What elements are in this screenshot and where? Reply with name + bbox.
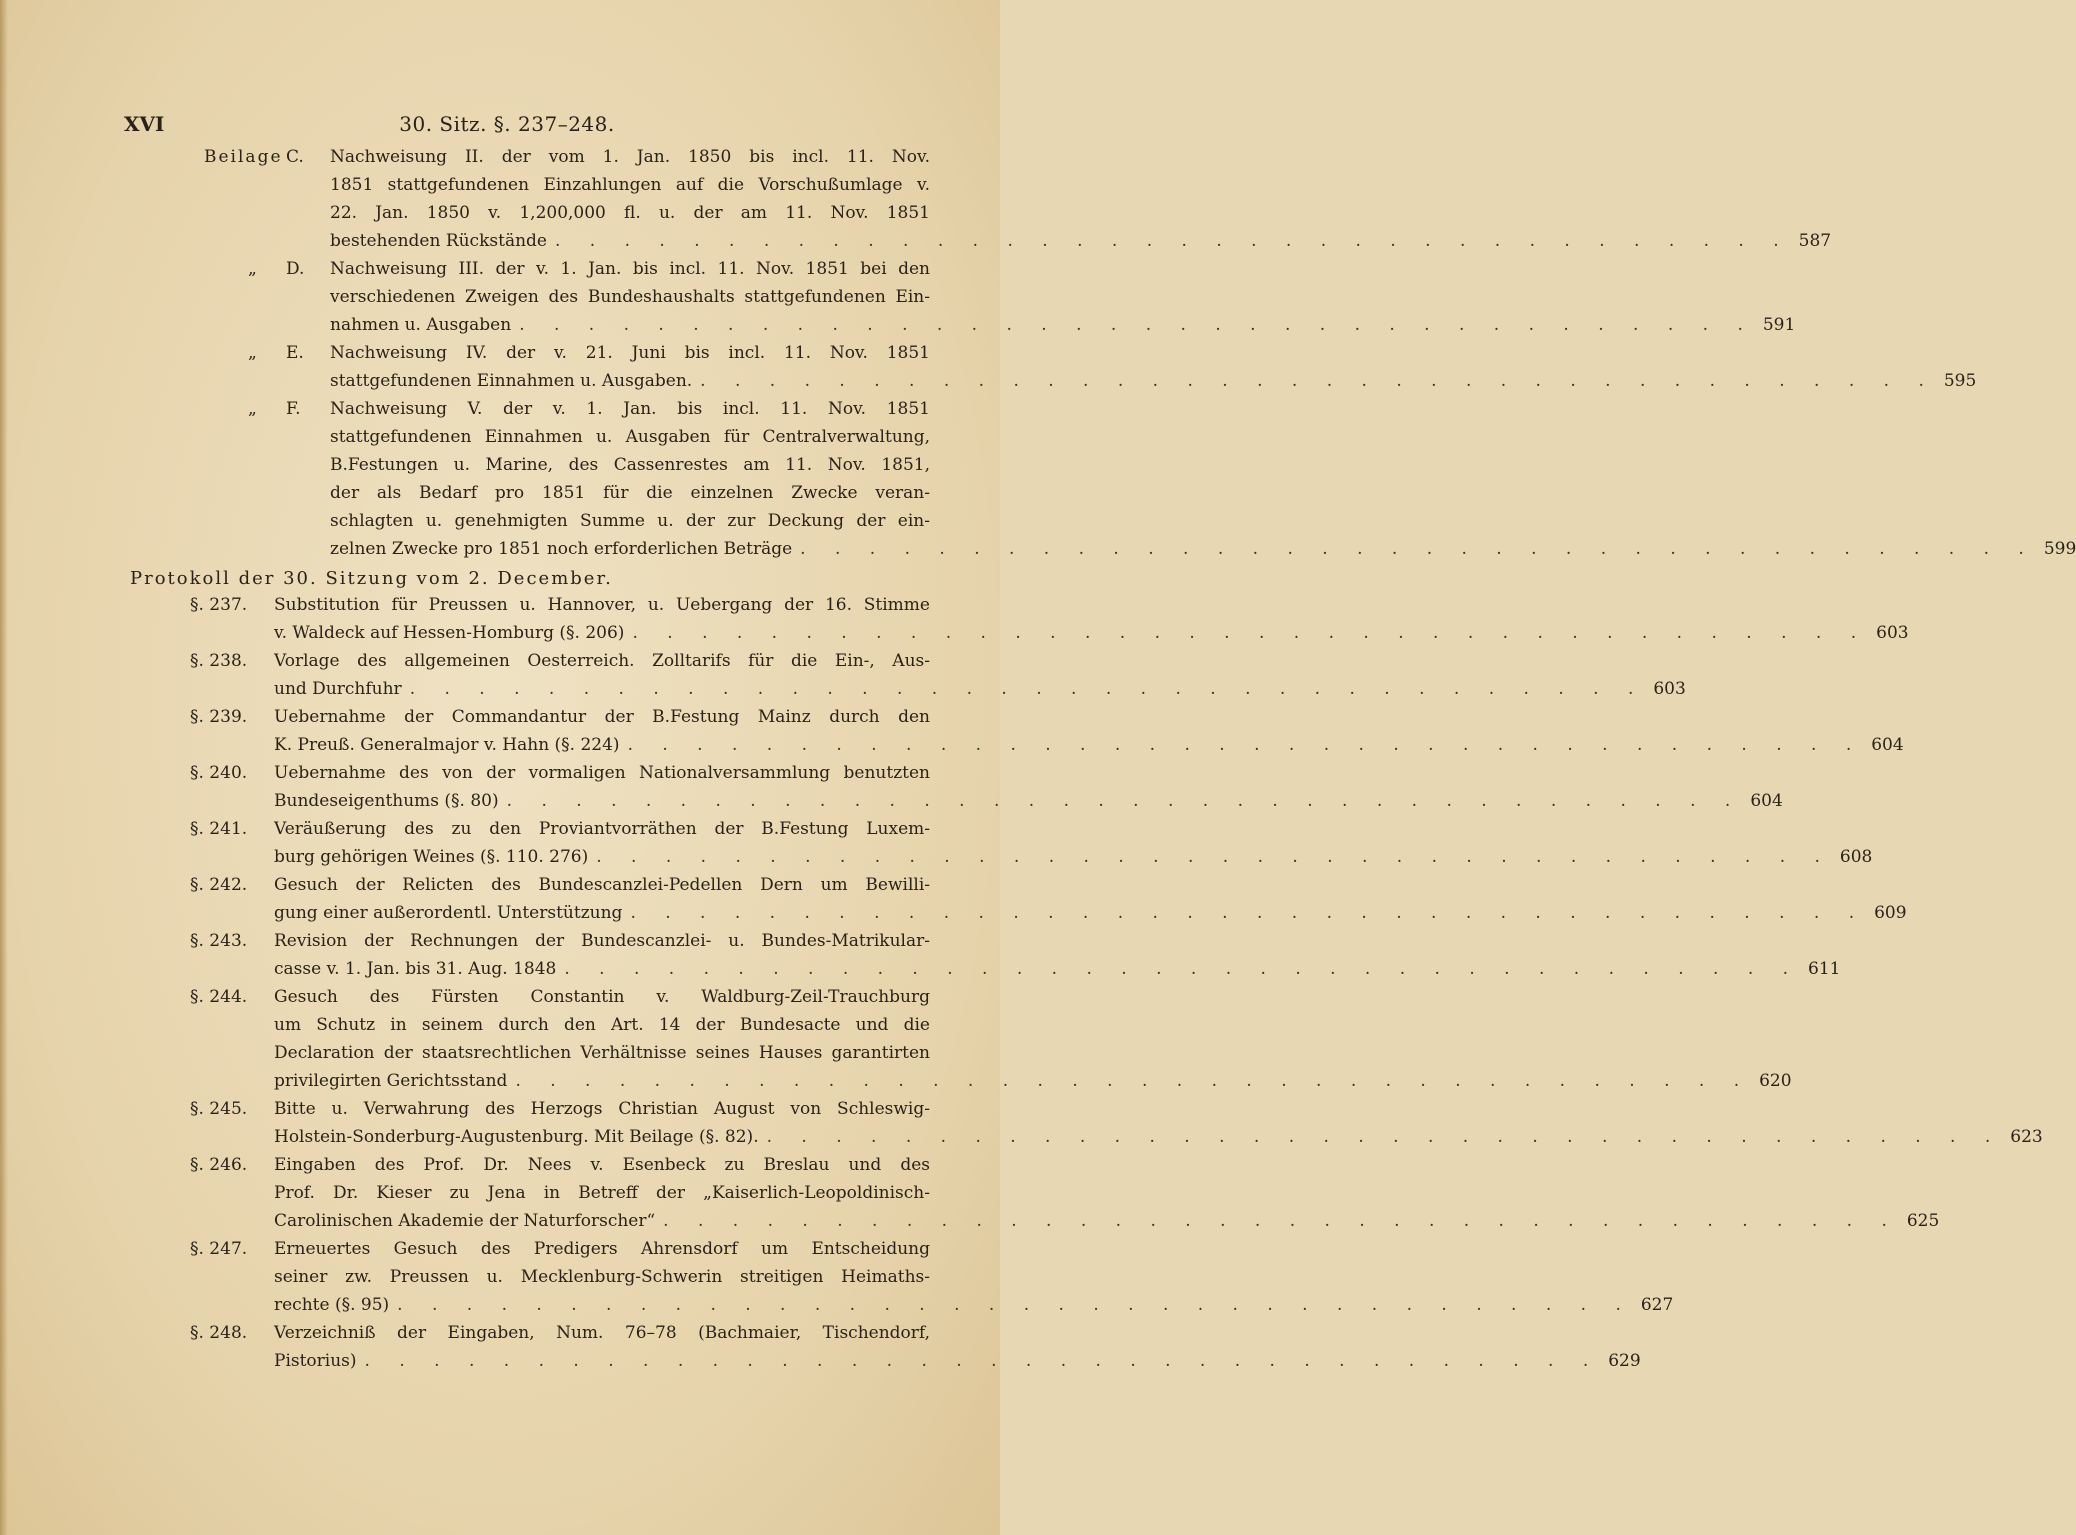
- dot-leader: . . . . . . . . . . . . . . . . . . . . . . . . . . . . . . . . . . . .: [515, 1071, 1752, 1091]
- entry-line: [274, 619, 1909, 647]
- section-entry: [140, 1151, 1940, 1235]
- section-number: §. 243.: [190, 931, 248, 951]
- entry-text: burg gehörigen Weines (§. 110. 276): [274, 847, 589, 867]
- entry-line: [274, 899, 1907, 927]
- entry-text: Pistorius): [274, 1351, 357, 1371]
- entry-text: Uebernahme des von der vormaligen Nationalversammlung benutzten: [274, 763, 930, 783]
- entry-text: Vorlage des allgemeinen Oesterreich. Zolltarifs für die Ein-, Aus-: [274, 651, 930, 671]
- entry-line: [330, 451, 930, 479]
- entry-text: und Durchfuhr: [274, 679, 402, 699]
- section-number: §. 246.: [190, 1155, 248, 1175]
- section-number: §. 241.: [190, 819, 248, 839]
- entry-line: [274, 1123, 2043, 1151]
- entry-text: Bundeseigenthums (§. 80): [274, 791, 499, 811]
- entry-text: Uebernahme der Commandantur der B.Festung Mainz durch den: [274, 707, 930, 727]
- entry-line: [274, 1291, 1674, 1319]
- entry-text: Gesuch der Relicten des Bundescanzlei-Pedellen Dern um Bewilli-: [274, 875, 930, 895]
- section-number: §. 238.: [190, 651, 248, 671]
- beilage-entry: [140, 339, 1977, 395]
- entry-line: [274, 1319, 930, 1347]
- section-number: §. 244.: [190, 987, 248, 1007]
- entry-line: [274, 955, 1841, 983]
- dot-leader: . . . . . . . . . . . . . . . . . . . . . . . . . . . . . . . . . . . .: [409, 679, 1646, 699]
- page-reference: 595: [1943, 371, 1977, 391]
- entry-text: Declaration der staatsrechtlichen Verhältnisse seines Hauses garantirten: [274, 1043, 930, 1063]
- entry-text: Prof. Dr. Kieser zu Jena in Betreff der „Kaiserlich-Leopoldinisch-: [274, 1183, 930, 1203]
- entry-line: [274, 731, 1904, 759]
- entry-line: [274, 843, 1873, 871]
- beilage-label: Beilage: [204, 147, 283, 167]
- entry-text: B.Festungen u. Marine, des Cassenrestes am 11. Nov. 1851,: [330, 455, 930, 475]
- dot-leader: . . . . . . . . . . . . . . . . . . . . . . . . . . . . . . . . . . . .: [632, 623, 1869, 643]
- section-entry: [140, 1319, 1641, 1375]
- entry-line: [274, 1095, 930, 1123]
- entry-text: Verzeichniß der Eingaben, Num. 76–78 (Bachmaier, Tischendorf,: [274, 1323, 930, 1343]
- entry-line: [330, 171, 930, 199]
- section-number: §. 242.: [190, 875, 248, 895]
- entry-text: 22. Jan. 1850 v. 1,200,000 fl. u. der am 11. Nov. 1851: [330, 203, 930, 223]
- entry-line: [330, 199, 930, 227]
- entry-text: seiner zw. Preussen u. Mecklenburg-Schwerin streitigen Heimaths-: [274, 1267, 930, 1287]
- page-reference: 627: [1640, 1295, 1674, 1315]
- dot-leader: . . . . . . . . . . . . . . . . . . . . . . . . . . . . . . . . . . . .: [397, 1295, 1633, 1315]
- entry-line: [274, 1151, 930, 1179]
- page-reference: 587: [1798, 231, 1832, 251]
- beilage-entry: [140, 395, 2076, 563]
- entry-line: [330, 395, 930, 423]
- page-reference: 603: [1653, 679, 1686, 699]
- entry-line: [274, 675, 1686, 703]
- page-reference: 611: [1808, 959, 1841, 979]
- dot-leader: . . . . . . . . . . . . . . . . . . . . . . . . . . . . . . . . . . . .: [663, 1211, 1899, 1231]
- entry-line: [274, 1067, 1792, 1095]
- dot-leader: . . . . . . . . . . . . . . . . . . . . . . . . . . . . . . . . . . . .: [554, 231, 1791, 251]
- section-number: §. 248.: [190, 1323, 248, 1343]
- beilage-letter: F.: [286, 399, 301, 419]
- entry-text: v. Waldeck auf Hessen-Homburg (§. 206): [274, 623, 625, 643]
- beilage-entry: [140, 255, 1796, 339]
- entry-text: Revision der Rechnungen der Bundescanzlei- u. Bundes-Matrikular-: [274, 931, 930, 951]
- dot-leader: . . . . . . . . . . . . . . . . . . . . . . . . . . . . . . . . . . . .: [800, 539, 2036, 559]
- entry-line: [274, 1039, 930, 1067]
- section-entry: [140, 1235, 1674, 1319]
- entry-line: [330, 283, 930, 311]
- entry-text: der als Bedarf pro 1851 für die einzelnen Zwecke veran-: [330, 483, 930, 503]
- entry-line: [274, 871, 930, 899]
- entry-line: [330, 255, 930, 283]
- protocol-heading: Protokoll der 30. Sitzung vom 2. December.: [130, 568, 613, 589]
- entry-line: [274, 1347, 1641, 1375]
- dot-leader: . . . . . . . . . . . . . . . . . . . . . . . . . . . . . . . . . . . .: [627, 735, 1864, 755]
- entry-line: [274, 647, 930, 675]
- entry-text: Nachweisung II. der vom 1. Jan. 1850 bis incl. 11. Nov.: [330, 147, 930, 167]
- entry-text: Carolinischen Akademie der Naturforscher“: [274, 1211, 656, 1231]
- section-entry: [140, 647, 1686, 703]
- entry-line: [330, 227, 1832, 255]
- entry-text: nahmen u. Ausgaben: [330, 315, 512, 335]
- entry-text: Holstein-Sonderburg-Augustenburg. Mit Beilage (§. 82).: [274, 1127, 759, 1147]
- entry-line: [274, 759, 930, 787]
- page-reference: 629: [1608, 1351, 1641, 1371]
- dot-leader: . . . . . . . . . . . . . . . . . . . . . . . . . . . . . . . . . . . .: [766, 1127, 2003, 1147]
- entry-line: [330, 479, 930, 507]
- section-number: §. 245.: [190, 1099, 248, 1119]
- page-reference: 591: [1762, 315, 1796, 335]
- entry-line: [274, 1179, 930, 1207]
- entry-text: Substitution für Preussen u. Hannover, u. Uebergang der 16. Stimme: [274, 595, 930, 615]
- entry-line: [274, 1263, 930, 1291]
- entry-line: [274, 591, 930, 619]
- section-entry: [140, 927, 1841, 983]
- entry-text: Nachweisung III. der v. 1. Jan. bis incl. 11. Nov. 1851 bei den: [330, 259, 930, 279]
- page-reference: 623: [2010, 1127, 2043, 1147]
- entry-line: [274, 1207, 1940, 1235]
- section-entry: [140, 871, 1907, 927]
- section-entry: [140, 1095, 2043, 1151]
- entry-text: rechte (§. 95): [274, 1295, 390, 1315]
- beilage-letter: E.: [286, 343, 304, 363]
- section-number: §. 239.: [190, 707, 248, 727]
- page-header: [124, 112, 890, 142]
- entry-text: Nachweisung IV. der v. 21. Juni bis incl. 11. Nov. 1851: [330, 343, 930, 363]
- entry-text: Nachweisung V. der v. 1. Jan. bis incl. 11. Nov. 1851: [330, 399, 930, 419]
- dot-leader: . . . . . . . . . . . . . . . . . . . . . . . . . . . . . . . . . . . .: [506, 791, 1743, 811]
- running-title: 30. Sitz. §. 237–248.: [399, 112, 615, 136]
- entry-text: gung einer außerordentl. Unterstützung: [274, 903, 623, 923]
- section-entry: [140, 591, 1909, 647]
- entry-text: privilegirten Gerichtsstand: [274, 1071, 508, 1091]
- entry-text: schlagten u. genehmigten Summe u. der zur Deckung der ein-: [330, 511, 930, 531]
- section-entry: [140, 983, 1792, 1095]
- page-reference: 604: [1750, 791, 1783, 811]
- entry-line: [330, 311, 1796, 339]
- page-number: XVI: [124, 112, 165, 136]
- entry-text: Gesuch des Fürsten Constantin v. Waldburg-Zeil-Trauchburg: [274, 987, 930, 1007]
- entry-text: stattgefundenen Einnahmen u. Ausgaben.: [330, 371, 693, 391]
- entry-text: Eingaben des Prof. Dr. Nees v. Esenbeck zu Breslau und des: [274, 1155, 930, 1175]
- entry-text: zelnen Zwecke pro 1851 noch erforderlichen Beträge: [330, 539, 793, 559]
- entry-line: [274, 983, 930, 1011]
- entry-text: 1851 stattgefundenen Einzahlungen auf die Vorschußumlage v.: [330, 175, 930, 195]
- section-entry: [140, 759, 1783, 815]
- entry-text: bestehenden Rückstände: [330, 231, 547, 251]
- beilage-label: „: [248, 399, 257, 419]
- page-reference: 620: [1759, 1071, 1792, 1091]
- section-number: §. 247.: [190, 1239, 248, 1259]
- entry-text: casse v. 1. Jan. bis 31. Aug. 1848: [274, 959, 557, 979]
- entry-line: [330, 143, 930, 171]
- entry-text: K. Preuß. Generalmajor v. Hahn (§. 224): [274, 735, 620, 755]
- entry-line: [330, 507, 930, 535]
- entry-line: [330, 339, 930, 367]
- entry-line: [274, 927, 930, 955]
- entry-text: Bitte u. Verwahrung des Herzogs Christian August von Schleswig-: [274, 1099, 930, 1119]
- beilage-label: „: [248, 343, 257, 363]
- beilage-letter: C.: [286, 147, 304, 167]
- entry-line: [330, 535, 2076, 563]
- entry-line: [330, 423, 930, 451]
- entry-line: [274, 815, 930, 843]
- page-reference: 604: [1871, 735, 1904, 755]
- section-entry: [140, 703, 1904, 759]
- beilage-letter: D.: [286, 259, 305, 279]
- entry-text: Erneuertes Gesuch des Predigers Ahrensdorf um Entscheidung: [274, 1239, 930, 1259]
- entry-text: verschiedenen Zweigen des Bundeshaushalts stattgefundenen Ein-: [330, 287, 930, 307]
- entry-line: [274, 1011, 930, 1039]
- page-reference: 603: [1876, 623, 1909, 643]
- section-number: §. 237.: [190, 595, 248, 615]
- section-number: §. 240.: [190, 763, 248, 783]
- entry-line: [330, 367, 1977, 395]
- dot-leader: . . . . . . . . . . . . . . . . . . . . . . . . . . . . . . . . . . . .: [700, 371, 1936, 391]
- page-reference: 608: [1839, 847, 1873, 867]
- entry-text: stattgefundenen Einnahmen u. Ausgaben für Centralverwaltung,: [330, 427, 930, 447]
- entry-text: Veräußerung des zu den Proviantvorräthen der B.Festung Luxem-: [274, 819, 930, 839]
- dot-leader: . . . . . . . . . . . . . . . . . . . . . . . . . . . . . . . . . . . .: [564, 959, 1801, 979]
- section-entry: [140, 815, 1873, 871]
- beilage-entry: [140, 143, 1832, 255]
- dot-leader: . . . . . . . . . . . . . . . . . . . . . . . . . . . . . . . . . . . .: [630, 903, 1867, 923]
- dot-leader: . . . . . . . . . . . . . . . . . . . . . . . . . . . . . . . . . . . .: [596, 847, 1832, 867]
- beilage-label: „: [248, 259, 257, 279]
- page-reference: 609: [1874, 903, 1907, 923]
- dot-leader: . . . . . . . . . . . . . . . . . . . . . . . . . . . . . . . . . . . .: [519, 315, 1755, 335]
- entry-line: [274, 787, 1783, 815]
- entry-line: [274, 1235, 930, 1263]
- entry-text: um Schutz in seinem durch den Art. 14 der Bundesacte und die: [274, 1015, 930, 1035]
- page-reference: 599: [2043, 539, 2076, 559]
- dot-leader: . . . . . . . . . . . . . . . . . . . . . . . . . . . . . . . . . . . .: [364, 1351, 1601, 1371]
- entry-line: [274, 703, 930, 731]
- page-reference: 625: [1906, 1211, 1940, 1231]
